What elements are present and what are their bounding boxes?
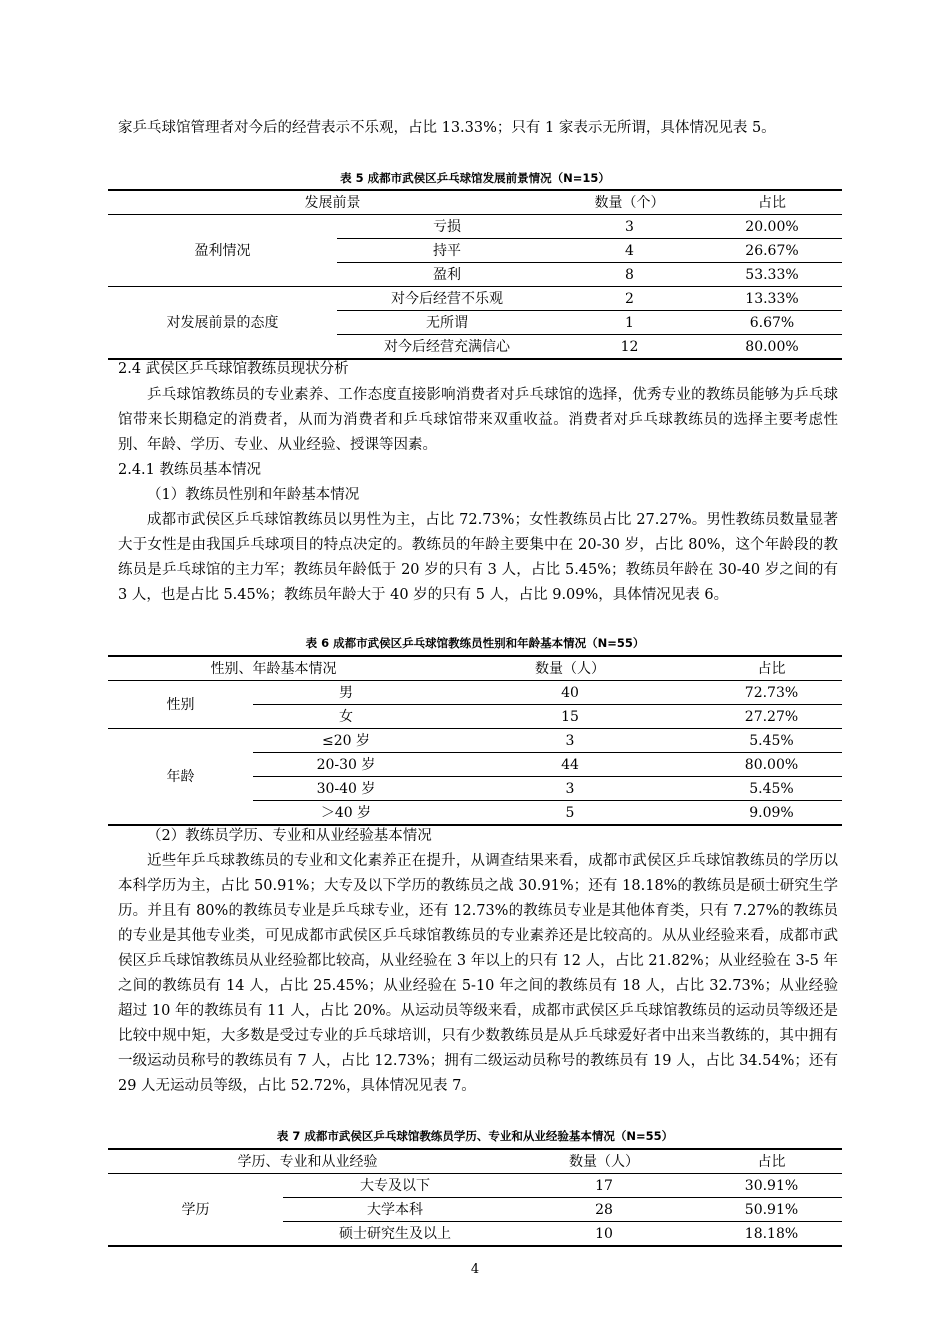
table-cell: 3 bbox=[439, 729, 701, 753]
table-cell: 30-40 岁 bbox=[253, 777, 439, 801]
table-header-cell: 占比 bbox=[701, 656, 842, 681]
page-number: 4 bbox=[470, 1262, 480, 1277]
group-label: 性别 bbox=[108, 681, 253, 729]
table-row bbox=[108, 729, 842, 753]
table-cell: 女 bbox=[253, 705, 439, 729]
table-cell: 5 bbox=[439, 801, 701, 826]
table-header-cell: 学历、专业和从业经验 bbox=[108, 1149, 507, 1174]
table-cell: 20-30 岁 bbox=[253, 753, 439, 777]
table-cell: 6.67% bbox=[702, 311, 842, 335]
table-cell: 53.33% bbox=[702, 263, 842, 287]
table-cell: 4 bbox=[557, 239, 702, 263]
table-cell: ≤20 岁 bbox=[253, 729, 439, 753]
table5-caption: 表 5 成都市武侯区乒乓球馆发展前景情况（N=15） bbox=[340, 171, 610, 185]
paragraph: 乒乓球馆教练员的专业素养、工作态度直接影响消费者对乒乓球馆的选择，优秀专业的教练员能够为乒乓球馆带来长期稳定的消费者，从而为消费者和乒乓球馆带来双重收益。消费者对乒乓球教练员的选择主要考虑性别、年龄、学历、专业、从业经验、授课等因素。 bbox=[118, 387, 838, 453]
section-heading: 2.4 武侯区乒乓球馆教练员现状分析 bbox=[118, 361, 349, 377]
table-cell: 10 bbox=[507, 1222, 701, 1247]
table-cell: 80.00% bbox=[702, 335, 842, 360]
table-cell: 30.91% bbox=[701, 1174, 842, 1198]
table-cell: 3 bbox=[439, 777, 701, 801]
table-cell: 13.33% bbox=[702, 287, 842, 311]
table-row bbox=[108, 1174, 842, 1198]
table-cell: 亏损 bbox=[337, 215, 557, 239]
table-cell: 男 bbox=[253, 681, 439, 705]
table-cell: 盈利 bbox=[337, 263, 557, 287]
table-cell: 12 bbox=[557, 335, 702, 360]
table-cell: ＞40 岁 bbox=[253, 801, 439, 826]
table-cell: 1 bbox=[557, 311, 702, 335]
table-header-cell: 性别、年龄基本情况 bbox=[108, 656, 439, 681]
table-cell: 持平 bbox=[337, 239, 557, 263]
table-header-cell: 占比 bbox=[701, 1149, 842, 1174]
sub-heading: （2）教练员学历、专业和从业经验基本情况 bbox=[147, 828, 432, 844]
table-row bbox=[108, 287, 842, 311]
table-header-cell: 数量（人） bbox=[507, 1149, 701, 1174]
table-cell: 9.09% bbox=[701, 801, 842, 826]
group-label: 年龄 bbox=[108, 729, 253, 826]
table-cell: 20.00% bbox=[702, 215, 842, 239]
table-header-row bbox=[108, 656, 842, 681]
table-row bbox=[108, 215, 842, 239]
table5 bbox=[108, 189, 842, 360]
paragraph-continuation: 家乒乓球馆管理者对今后的经营表示不乐观，占比 13.33%；只有 1 家表示无所谓，具体情况见表 5。 bbox=[118, 120, 776, 136]
table-cell: 27.27% bbox=[701, 705, 842, 729]
table-cell: 2 bbox=[557, 287, 702, 311]
table-cell: 大专及以下 bbox=[283, 1174, 507, 1198]
table-cell: 28 bbox=[507, 1198, 701, 1222]
table-cell: 80.00% bbox=[701, 753, 842, 777]
table-cell: 18.18% bbox=[701, 1222, 842, 1247]
table-cell: 对今后经营充满信心 bbox=[337, 335, 557, 360]
table-header-row bbox=[108, 190, 842, 215]
table-cell: 无所谓 bbox=[337, 311, 557, 335]
table7-caption: 表 7 成都市武侯区乒乓球馆教练员学历、专业和从业经验基本情况（N=55） bbox=[276, 1129, 674, 1143]
table-cell: 对今后经营不乐观 bbox=[337, 287, 557, 311]
table-cell: 44 bbox=[439, 753, 701, 777]
table6 bbox=[108, 655, 842, 826]
table6-caption: 表 6 成都市武侯区乒乓球馆教练员性别和年龄基本情况（N=55） bbox=[305, 636, 645, 650]
group-label: 对发展前景的态度 bbox=[108, 287, 337, 360]
table-header-cell: 发展前景 bbox=[108, 190, 557, 215]
table-header-cell: 数量（个） bbox=[557, 190, 702, 215]
table-cell: 5.45% bbox=[701, 777, 842, 801]
table-cell: 大学本科 bbox=[283, 1198, 507, 1222]
table-cell: 3 bbox=[557, 215, 702, 239]
table-cell: 72.73% bbox=[701, 681, 842, 705]
table7 bbox=[108, 1148, 842, 1247]
table-cell: 17 bbox=[507, 1174, 701, 1198]
group-label: 学历 bbox=[108, 1174, 283, 1247]
sub-heading: （1）教练员性别和年龄基本情况 bbox=[147, 487, 360, 503]
group-label: 盈利情况 bbox=[108, 215, 337, 287]
table-header-cell: 数量（人） bbox=[439, 656, 701, 681]
subsection-heading: 2.4.1 教练员基本情况 bbox=[118, 462, 262, 478]
table-row bbox=[108, 681, 842, 705]
table-header-row bbox=[108, 1149, 842, 1174]
table-cell: 26.67% bbox=[702, 239, 842, 263]
table-cell: 40 bbox=[439, 681, 701, 705]
table-cell: 50.91% bbox=[701, 1198, 842, 1222]
paragraph: 成都市武侯区乒乓球馆教练员以男性为主，占比 72.73%；女性教练员占比 27.27%。男性教练员数量显著大于女性是由我国乒乓球项目的特点决定的。教练员的年龄主要集中在 20-30 岁，占比 80%，这个年龄段的教练员是乒乓球馆的主力军；教练员年龄低于 20 岁的只有 3 人，占比 5.45%；教练员年龄在 30-40 岁之间的有 3 人，也是占比 5.45%；教练员年龄大于 40 岁的只有 5 人，占比 9.09%，具体情况见表 6。 bbox=[118, 512, 838, 603]
table-cell: 15 bbox=[439, 705, 701, 729]
table-header-cell: 占比 bbox=[702, 190, 842, 215]
table-cell: 8 bbox=[557, 263, 702, 287]
paragraph: 近些年乒乓球教练员的专业和文化素养正在提升，从调查结果来看，成都市武侯区乒乓球馆教练员的学历以本科学历为主，占比 50.91%；大专及以下学历的教练员之战 30.91%；还有 18.18%的教练员是硕士研究生学历。并且有 80%的教练员专业是乒乓球专业，还有 12.73%的教练员专业是其他体育类，只有 7.27%的教练员的专业是其他专业类，可见成都市武侯区乒乓球馆教练员的专业素养还是比较高的。从从业经验来看，成都市武侯区乒乓球馆教练员从业经验都比较高，从业经验在 3 年以上的只有 12 人，占比 21.82%；从业经验在 3-5 年之间的教练员有 14 人，占比 25.45%；从业经验在 5-10 年之间的教练员有 18 人，占比 32.73%；从业经验超过 10 年的教练员有 11 人，占比 20%。从运动员等级来看，成都市武侯区乒乓球馆教练员的运动员等级还是比较中规中矩，大多数是受过专业的乒乓球培训，只有少数教练员是从乒乓球爱好者中出来当教练的，其中拥有一级运动员称号的教练员有 7 人，占比 12.73%；拥有二级运动员称号的教练员有 19 人，占比 34.54%；还有 29 人无运动员等级，占比 52.72%，具体情况见表 7。 bbox=[118, 853, 838, 1094]
table-cell: 硕士研究生及以上 bbox=[283, 1222, 507, 1247]
table-cell: 5.45% bbox=[701, 729, 842, 753]
